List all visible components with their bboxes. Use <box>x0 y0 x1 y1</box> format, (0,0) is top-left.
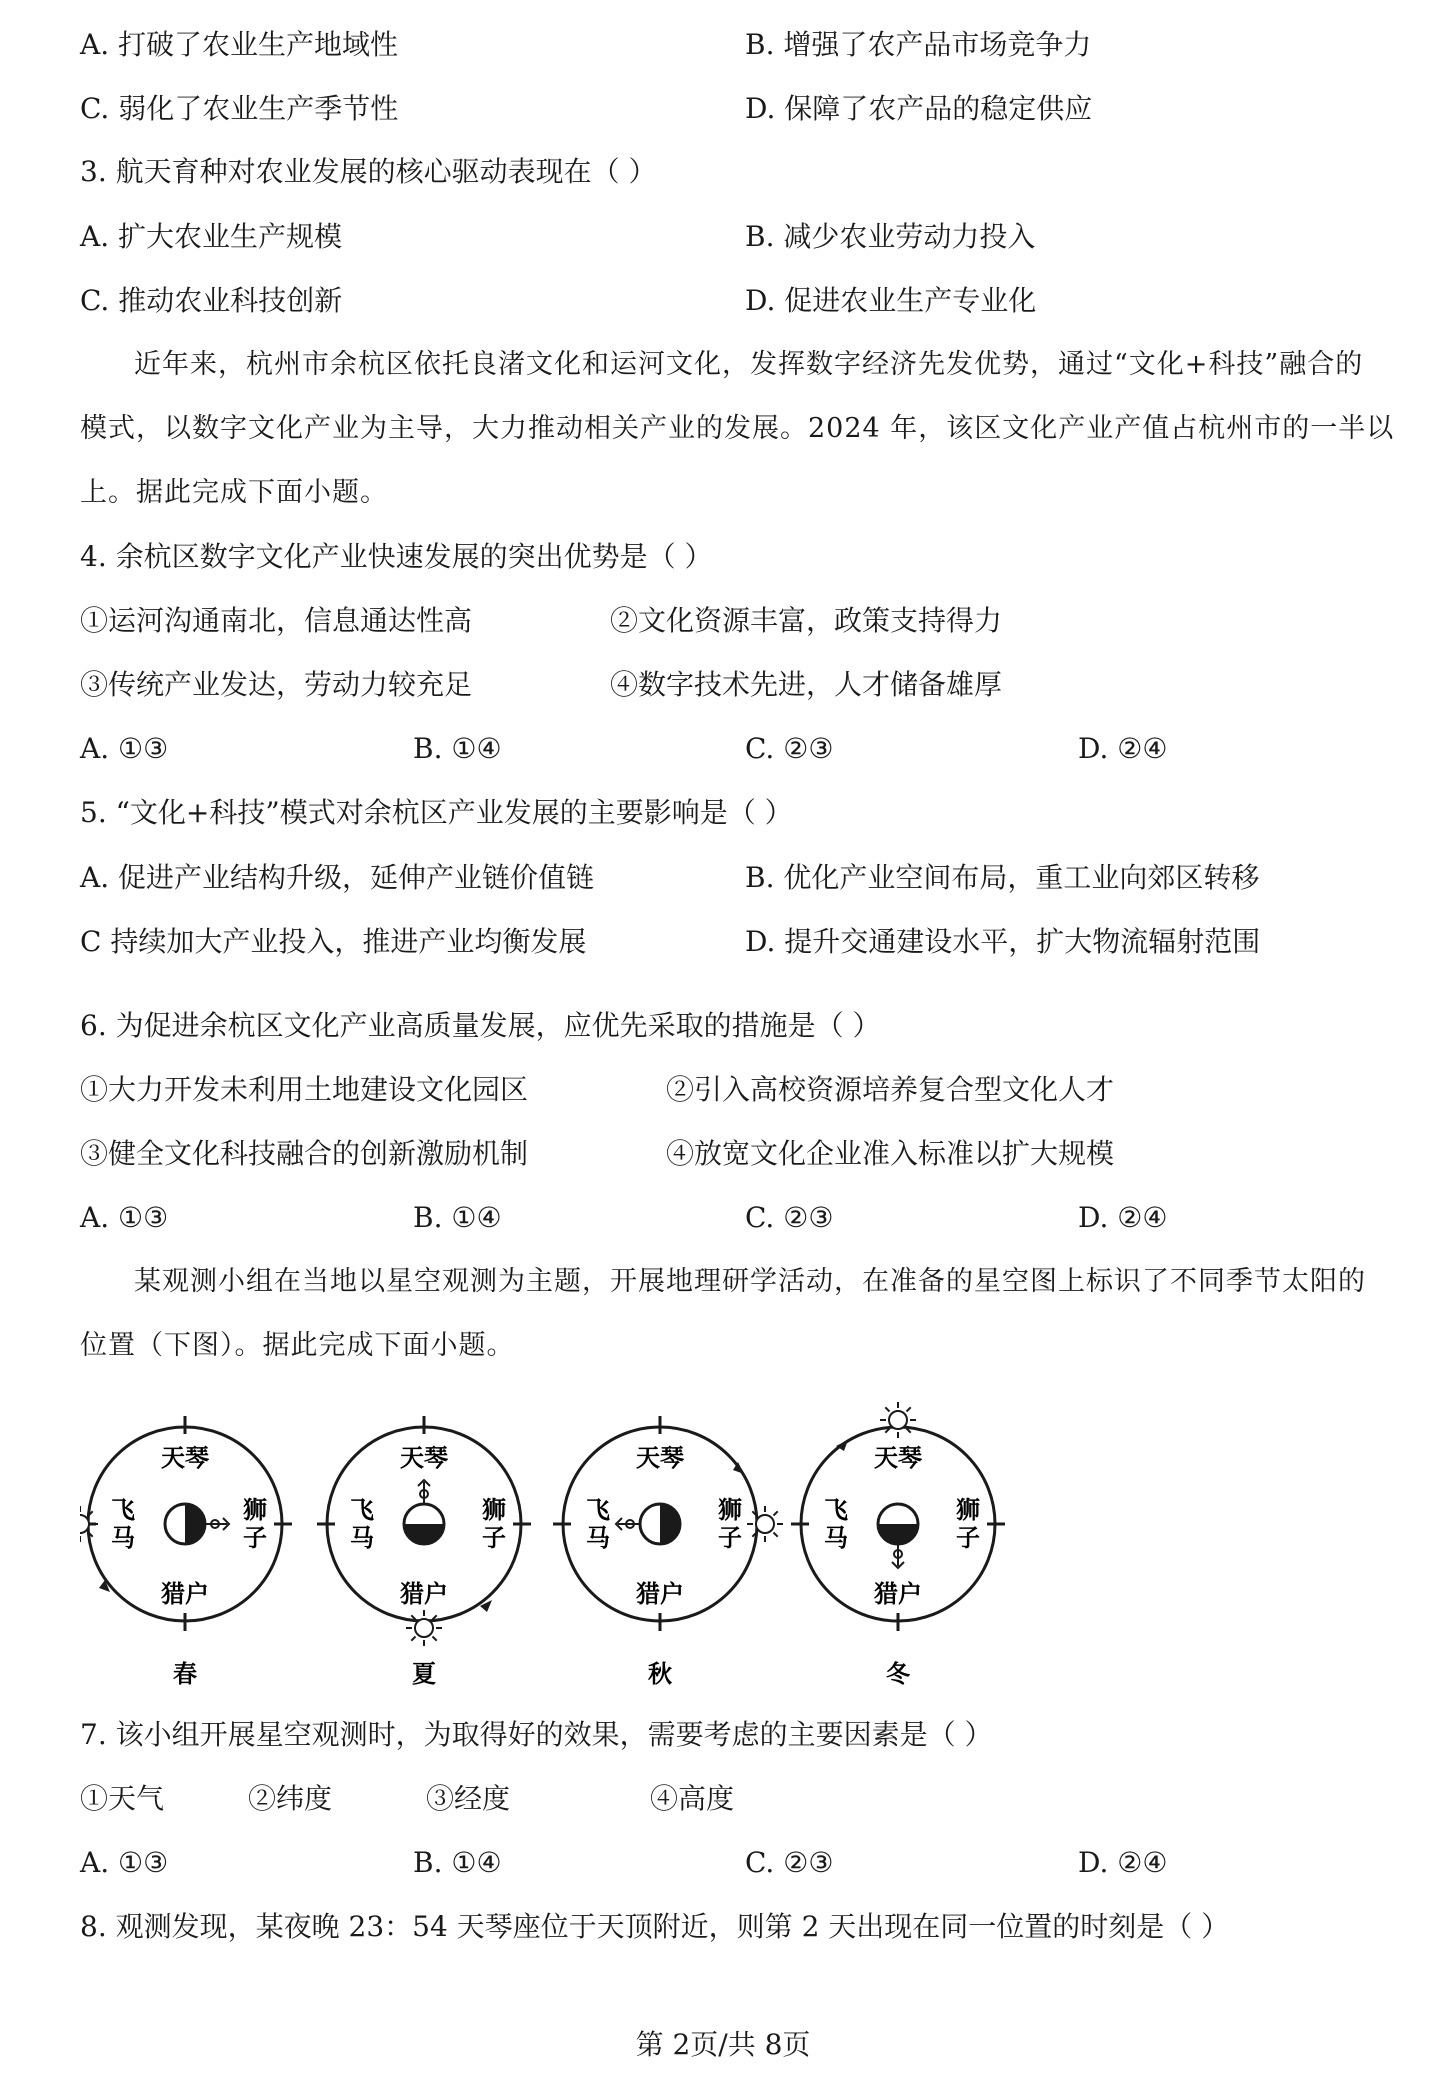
season-label-spring: 春 <box>173 1660 197 1688</box>
q2-option-d: D. 保障了农产品的稳定供应 <box>745 92 1093 125</box>
passage-2-line-2: 位置（下图）。据此完成下面小题。 <box>80 1330 515 1361</box>
label-left2-summer: 马 <box>350 1524 374 1552</box>
q5-option-d: D. 提升交通建设水平，扩大物流辐射范围 <box>745 925 1261 958</box>
q7-option-a: A. ①③ <box>80 1846 169 1879</box>
q6-statement-2: ②引入高校资源培养复合型文化人才 <box>666 1073 1115 1106</box>
q7-factor-4: ④高度 <box>650 1782 735 1815</box>
q6-statement-4: ④放宽文化企业准入标准以扩大规模 <box>666 1137 1115 1170</box>
q5-option-b: B. 优化产业空间布局，重工业向郊区转移 <box>745 861 1260 894</box>
q7-option-b: B. ①④ <box>413 1846 502 1879</box>
q6-statement-1: ①大力开发未利用土地建设文化园区 <box>80 1073 529 1106</box>
label-bottom-summer: 猎户 <box>400 1580 448 1608</box>
q7-factor-2: ②纬度 <box>248 1782 333 1815</box>
q3-option-b: B. 减少农业劳动力投入 <box>745 220 1036 253</box>
label-bottom-winter: 猎户 <box>874 1580 922 1608</box>
season-label-winter: 冬 <box>886 1660 910 1688</box>
page-number: 第 2页/共 8页 <box>635 2028 811 2061</box>
passage-1-line-3: 上。据此完成下面小题。 <box>80 477 388 508</box>
q4-option-a: A. ①③ <box>80 732 169 765</box>
label-left1-autumn: 飞 <box>586 1496 610 1524</box>
panel-spring <box>80 1416 292 1688</box>
label-left1-winter: 飞 <box>824 1496 848 1524</box>
label-top-autumn: 天琴 <box>636 1444 684 1472</box>
q6-option-b: B. ①④ <box>413 1201 502 1234</box>
q6-option-a: A. ①③ <box>80 1201 169 1234</box>
label-right1-winter: 狮 <box>956 1496 980 1524</box>
q3-option-d: D. 促进农业生产专业化 <box>745 284 1037 317</box>
label-top-winter: 天琴 <box>874 1444 922 1472</box>
label-right1-summer: 狮 <box>482 1496 506 1524</box>
label-left1-spring: 飞 <box>111 1496 135 1524</box>
q4-statement-1: ①运河沟通南北，信息通达性高 <box>80 604 473 637</box>
q8-stem: 8. 观测发现，某夜晚 23：54 天琴座位于天顶附近，则第 2 天出现在同一位置的时刻是（ ） <box>80 1910 1230 1943</box>
q3-stem: 3. 航天育种对农业发展的核心驱动表现在（ ） <box>80 155 657 188</box>
label-left1-summer: 飞 <box>350 1496 374 1524</box>
passage-1-line-2: 模式，以数字文化产业为主导，大力推动相关产业的发展。2024 年，该区文化产业产值占杭州市的一半以 <box>80 413 1395 444</box>
q4-stem: 4. 余杭区数字文化产业快速发展的突出优势是（ ） <box>80 540 713 573</box>
sun-icon-winter <box>880 1402 916 1438</box>
q2-option-c: C. 弱化了农业生产季节性 <box>80 92 399 125</box>
q7-factor-1: ①天气 <box>80 1782 165 1815</box>
q7-stem: 7. 该小组开展星空观测时，为取得好的效果，需要考虑的主要因素是（ ） <box>80 1718 993 1751</box>
star-map-diagram <box>80 1398 1060 1698</box>
label-right1-autumn: 狮 <box>718 1496 742 1524</box>
q4-statement-2: ②文化资源丰富，政策支持得力 <box>610 604 1003 637</box>
q6-option-d: D. ②④ <box>1078 1201 1168 1234</box>
q4-option-d: D. ②④ <box>1078 732 1168 765</box>
passage-2-line-1: 某观测小组在当地以星空观测为主题，开展地理研学活动，在准备的星空图上标识了不同季节太阳的 <box>134 1266 1366 1297</box>
q5-option-a: A. 促进产业结构升级，延伸产业链价值链 <box>80 861 595 894</box>
label-left2-autumn: 马 <box>586 1524 610 1552</box>
q7-option-d: D. ②④ <box>1078 1846 1168 1879</box>
q6-statement-3: ③健全文化科技融合的创新激励机制 <box>80 1137 529 1170</box>
q7-factor-3: ③经度 <box>426 1782 511 1815</box>
panel-summer <box>317 1416 531 1688</box>
label-left2-spring: 马 <box>111 1524 135 1552</box>
label-top-spring: 天琴 <box>161 1444 209 1472</box>
panel-winter <box>791 1402 1005 1688</box>
season-label-autumn: 秋 <box>648 1660 672 1688</box>
star-map-svg <box>80 1398 1060 1698</box>
label-bottom-spring: 猎户 <box>161 1580 209 1608</box>
label-right2-autumn: 子 <box>718 1524 742 1552</box>
q2-option-b: B. 增强了农产品市场竞争力 <box>745 28 1092 61</box>
label-top-summer: 天琴 <box>400 1444 448 1472</box>
q5-option-c: C 持续加大产业投入，推进产业均衡发展 <box>80 925 587 958</box>
label-left2-winter: 马 <box>824 1524 848 1552</box>
label-bottom-autumn: 猎户 <box>636 1580 684 1608</box>
q4-option-c: C. ②③ <box>745 732 834 765</box>
label-right2-spring: 子 <box>243 1524 267 1552</box>
sun-icon-autumn <box>747 1506 783 1542</box>
label-right2-summer: 子 <box>482 1524 506 1552</box>
panel-autumn <box>553 1416 783 1688</box>
q3-option-c: C. 推动农业科技创新 <box>80 284 343 317</box>
q7-option-c: C. ②③ <box>745 1846 834 1879</box>
sun-icon-summer <box>406 1610 442 1646</box>
q4-statement-4: ④数字技术先进，人才储备雄厚 <box>610 668 1003 701</box>
label-right1-spring: 狮 <box>243 1496 267 1524</box>
q6-option-c: C. ②③ <box>745 1201 834 1234</box>
q4-option-b: B. ①④ <box>413 732 502 765</box>
passage-1-line-1: 近年来，杭州市余杭区依托良渚文化和运河文化，发挥数字经济先发优势，通过“文化+科技”融合的 <box>134 349 1364 380</box>
season-label-summer: 夏 <box>412 1660 436 1688</box>
q5-stem: 5. “文化+科技”模式对余杭区产业发展的主要影响是（ ） <box>80 796 793 829</box>
q6-stem: 6. 为促进余杭区文化产业高质量发展，应优先采取的措施是（ ） <box>80 1009 881 1042</box>
label-right2-winter: 子 <box>956 1524 980 1552</box>
q3-option-a: A. 扩大农业生产规模 <box>80 220 343 253</box>
q2-option-a: A. 打破了农业生产地域性 <box>80 28 399 61</box>
q4-statement-3: ③传统产业发达，劳动力较充足 <box>80 668 473 701</box>
